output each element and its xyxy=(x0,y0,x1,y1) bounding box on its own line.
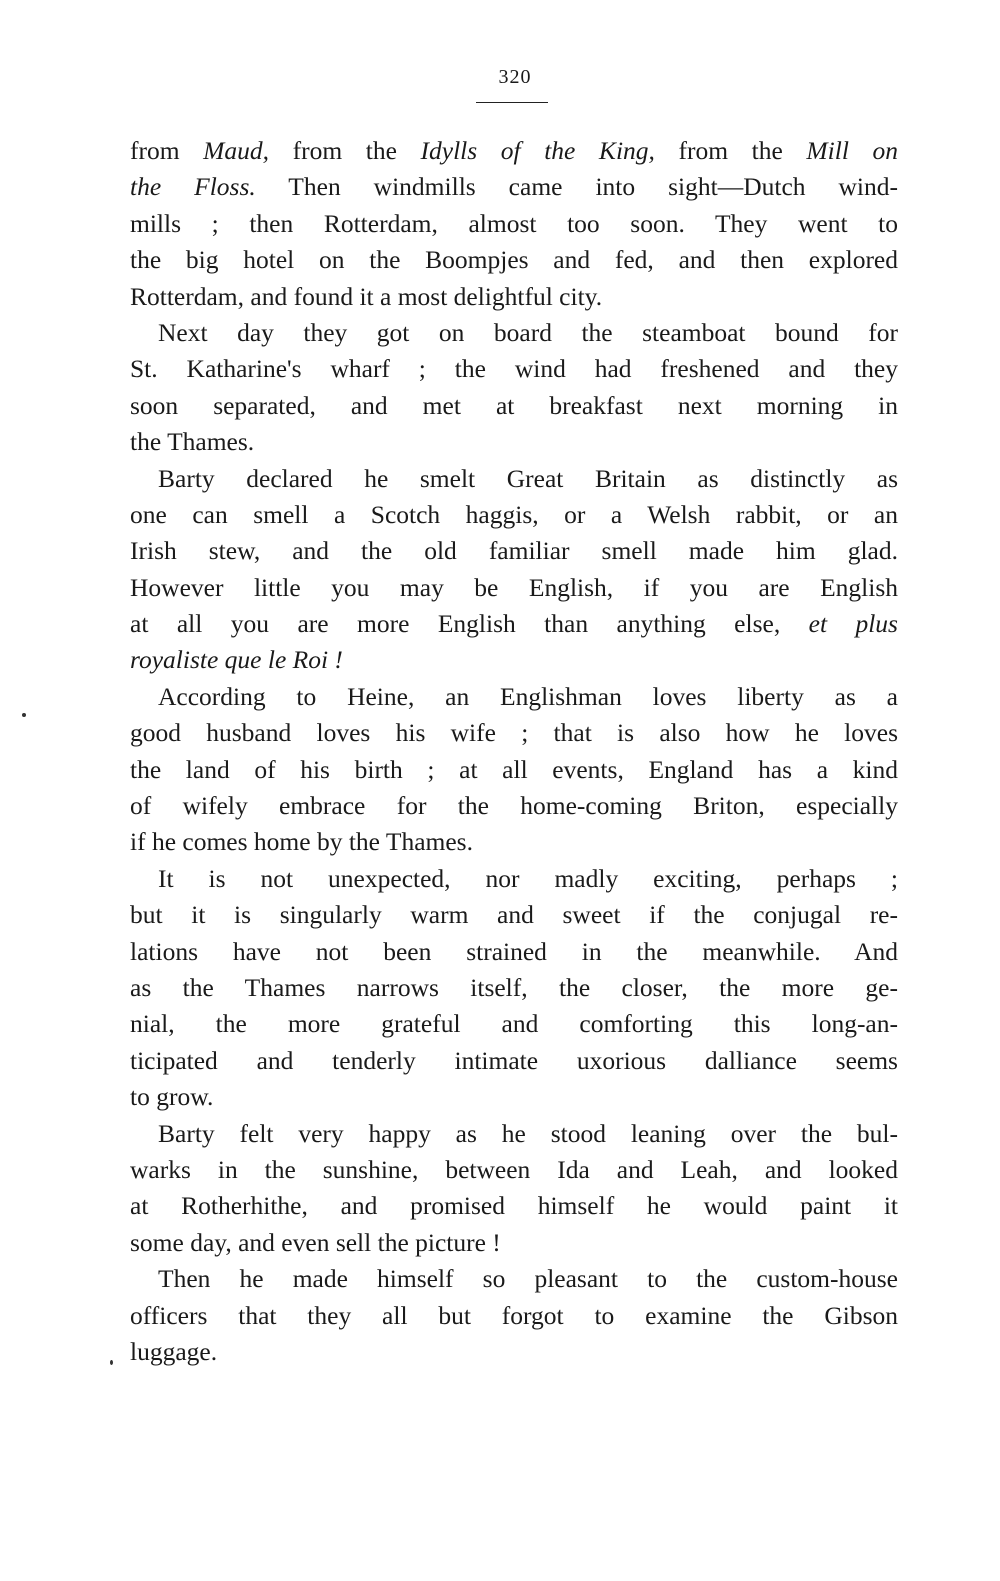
text-run: Barty declared he smelt Great Britain as distinctly as xyxy=(158,463,898,493)
text-run: Rotterdam, and found it a most delightful city. xyxy=(130,281,603,311)
italic-title: Idylls of the King, xyxy=(420,136,655,165)
text-run: from the xyxy=(654,136,807,165)
text-line xyxy=(130,1079,898,1115)
text-line xyxy=(130,497,898,533)
text-line xyxy=(130,461,898,497)
text-run: but it is singularly warm and sweet if the conjugal re- xyxy=(130,900,898,930)
text-line xyxy=(130,1225,898,1261)
text-line xyxy=(130,934,898,970)
italic-title: royaliste que le Roi ! xyxy=(130,645,343,675)
text-run: However little you may be English, if you are English xyxy=(130,572,898,602)
text-run: from the xyxy=(269,136,421,165)
italic-title: Mill on xyxy=(806,136,898,165)
text-run: lations have not been strained in the meanwhile. And xyxy=(130,936,898,966)
text-run: St. Katharine's wharf ; the wind had freshened and they xyxy=(130,354,898,384)
text-line xyxy=(130,897,898,933)
text-run: Then he made himself so pleasant to the custom-house xyxy=(158,1264,898,1294)
text-line xyxy=(130,133,898,169)
text-run: ticipated and tenderly intimate uxorious dalliance seems xyxy=(130,1045,898,1075)
text-run: It is not unexpected, nor madly exciting, perhaps ; xyxy=(158,863,898,893)
text-line xyxy=(130,752,898,788)
text-line xyxy=(130,1298,898,1334)
italic-title: the Floss. xyxy=(130,172,256,202)
text-line xyxy=(130,1261,898,1297)
text-run: at all you are more English than anything else, xyxy=(130,609,809,639)
text-line xyxy=(130,1116,898,1152)
text-run: Then windmills came into sight—Dutch wind- xyxy=(255,172,898,202)
text-line xyxy=(130,970,898,1006)
text-line xyxy=(130,679,898,715)
text-run: soon separated, and met at breakfast next morning in xyxy=(130,390,898,420)
text-run: luggage. xyxy=(130,1336,218,1366)
text-run: if he comes home by the Thames. xyxy=(130,827,473,857)
text-line xyxy=(130,315,898,351)
text-run: from xyxy=(130,136,204,165)
text-line xyxy=(130,1152,898,1188)
italic-title: et plus xyxy=(808,609,898,639)
text-line xyxy=(130,1043,898,1079)
text-run: of wifely embrace for the home-coming Briton, especially xyxy=(130,791,898,821)
text-run: some day, and even sell the picture ! xyxy=(130,1227,501,1257)
scan-speck xyxy=(110,1360,113,1365)
text-run: one can smell a Scotch haggis, or a Welsh rabbit, or an xyxy=(130,499,898,529)
text-run: Irish stew, and the old familiar smell made him glad. xyxy=(130,536,898,566)
scan-speck xyxy=(22,713,26,717)
text-run: According to Heine, an Englishman loves liberty as a xyxy=(158,681,898,711)
text-line xyxy=(130,351,898,387)
text-line xyxy=(130,206,898,242)
text-run: the big hotel on the Boompjes and fed, and then explored xyxy=(130,245,898,275)
text-run: warks in the sunshine, between Ida and Leah, and looked xyxy=(130,1154,898,1184)
text-line xyxy=(130,169,898,205)
page-number: 320 xyxy=(498,66,532,88)
text-run: Barty felt very happy as he stood leaning over the bul- xyxy=(158,1118,898,1148)
text-run: the Thames. xyxy=(130,427,255,457)
text-line xyxy=(130,642,898,678)
text-run: as the Thames narrows itself, the closer, the more ge- xyxy=(130,972,898,1002)
text-run: officers that they all but forgot to examine the Gibson xyxy=(130,1300,898,1330)
text-line xyxy=(130,824,898,860)
text-line xyxy=(130,279,898,315)
text-line xyxy=(130,424,898,460)
text-line xyxy=(130,1188,898,1224)
text-run: to grow. xyxy=(130,1082,214,1112)
text-line xyxy=(130,533,898,569)
text-run: the land of his birth ; at all events, England has a kind xyxy=(130,754,898,784)
text-line xyxy=(130,242,898,278)
text-line xyxy=(130,606,898,642)
text-line xyxy=(130,570,898,606)
body-text xyxy=(130,133,898,1370)
text-run: at Rotherhithe, and promised himself he would paint it xyxy=(130,1191,898,1221)
text-run: Next day they got on board the steamboat bound for xyxy=(158,317,898,347)
italic-title: Maud, xyxy=(203,136,270,165)
text-run: good husband loves his wife ; that is also how he loves xyxy=(130,718,898,748)
text-line xyxy=(130,861,898,897)
text-line xyxy=(130,388,898,424)
text-run: nial, the more grateful and comforting this long-an- xyxy=(130,1009,898,1039)
text-line xyxy=(130,788,898,824)
page-number-rule xyxy=(476,102,548,103)
text-line xyxy=(130,1334,898,1370)
text-run: mills ; then Rotterdam, almost too soon. They went to xyxy=(130,208,898,238)
text-line xyxy=(130,1006,898,1042)
text-line xyxy=(130,715,898,751)
